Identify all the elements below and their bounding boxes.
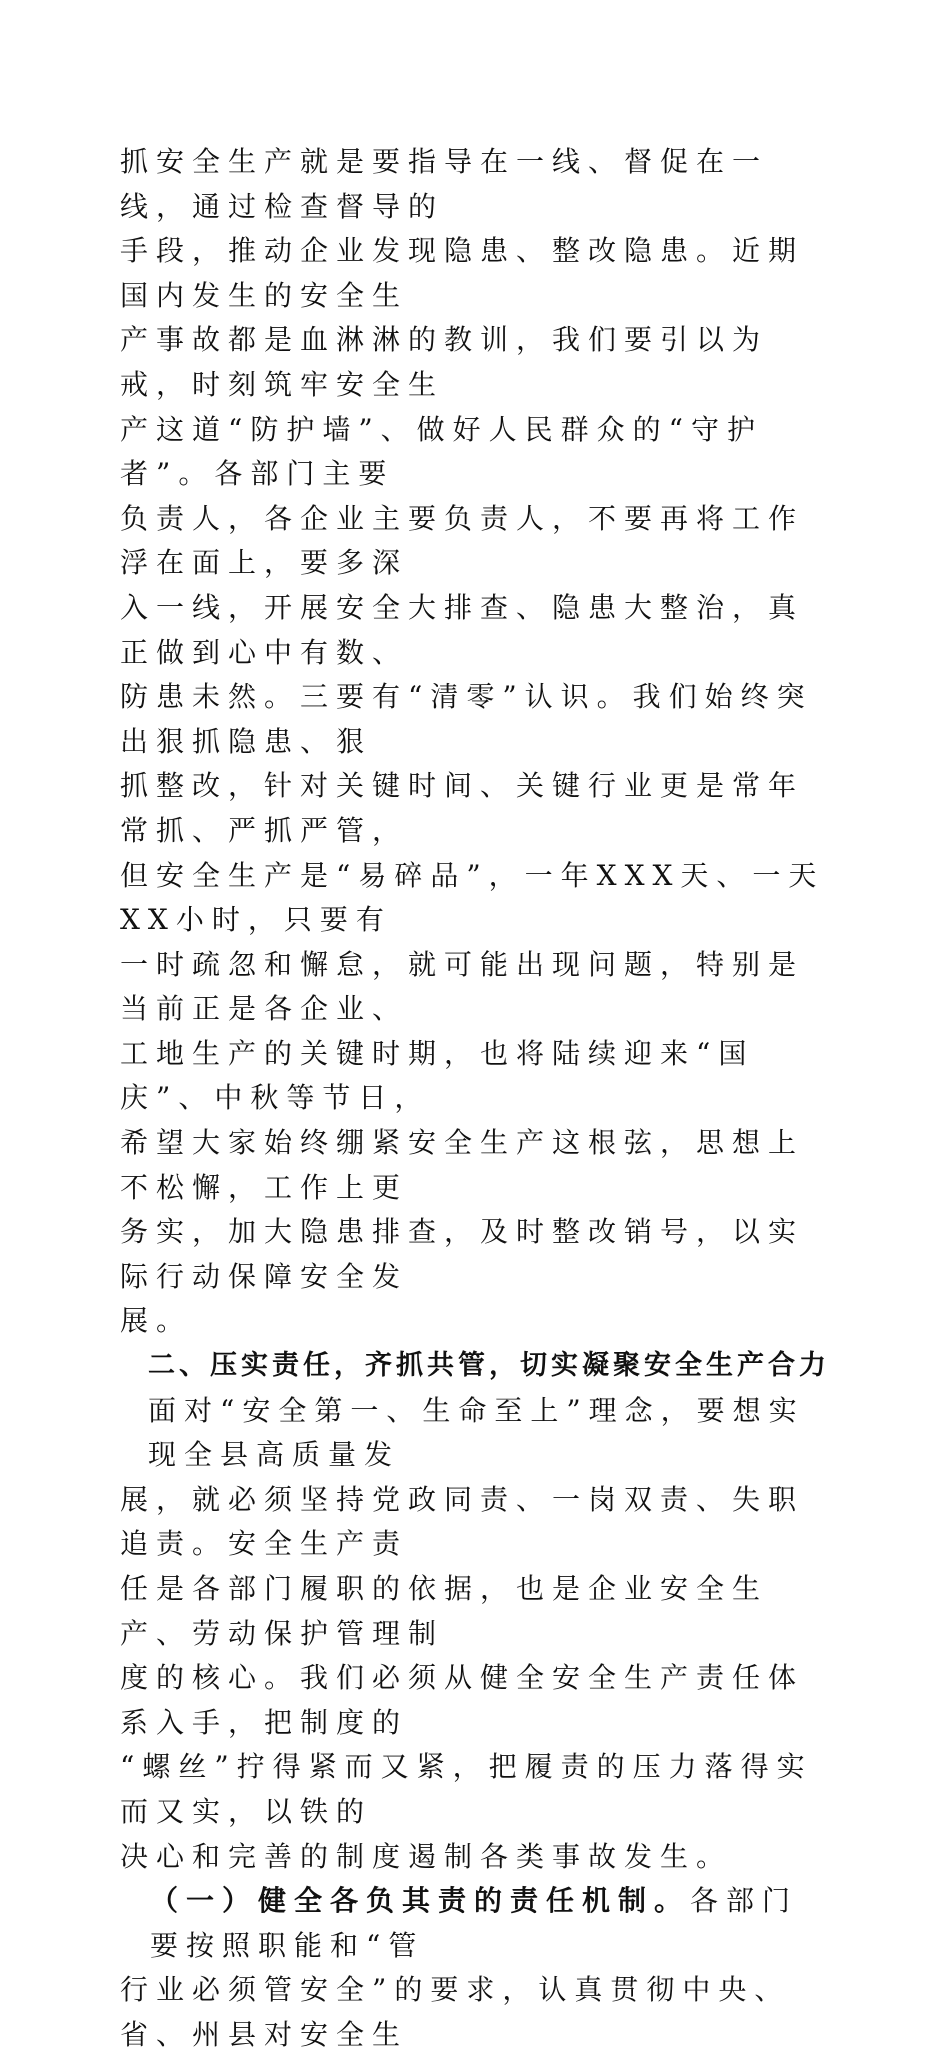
text-line: 抓整改，针对关键时间、关键行业更是常年常抓、严抓严管， [120,769,805,847]
text-line: 产这道“防护墙”、做好人民群众的“守护者”。各部门主要 [120,412,763,491]
text-line [120,1879,832,1968]
text-line: 一时疏忽和懈怠，就可能出现问题，特别是当前正是各企业、 [120,947,805,1026]
text-line: 入一线，开展安全大排查、隐患大整治，真正做到心中有数、 [120,590,805,669]
subsection-text: 各部门要按照职能和“管 [150,1884,799,1962]
subsection-paragraph [120,1879,832,2057]
text-line: 负责人，各企业主要负责人，不要再将工作浮在面上，要多深 [120,501,805,580]
text-line: 决心和完善的制度遏制各类事故发生。 [120,1839,733,1873]
text-line: 行业必须管安全”的要求，认真贯彻中央、省、州县对安全生 [120,1973,791,2051]
text-line: “螺丝”拧得紧而又紧，把履责的压力落得实而又实，以铁的 [120,1750,813,1828]
section-heading: 二、压实责任，齐抓共管，切实凝聚安全生产合力 [148,1350,830,1382]
paragraph-1 [120,140,832,1344]
paragraph-2 [120,1389,832,1880]
subsection-title: （一）健全各负其责的责任机制。 [150,1884,691,1918]
text-line: 手段，推动企业发现隐患、整改隐患。近期国内发生的安全生 [120,234,805,312]
text-line: 工地生产的关键时期，也将陆续迎来“国庆”、中秋等节日， [120,1036,755,1115]
text-line: 展，就必须坚持党政同责、一岗双责、失职追责。安全生产责 [120,1482,805,1561]
text-line: 希望大家始终绷紧安全生产这根弦，思想上不松懈，工作上更 [120,1126,805,1204]
text-line: 面对“安全第一、生命至上”理念，要想实现全县高质量发 [148,1393,805,1472]
text-line: 产事故都是血淋淋的教训，我们要引以为戒，时刻筑牢安全生 [120,323,769,401]
text-line: 但安全生产是“易碎品”，一年XXX天、一天XX小时，只要有 [120,858,825,937]
text-line: 抓安全生产就是要指导在一线、督促在一线，通过检查督导的 [120,145,769,223]
text-line: 展。 [120,1304,193,1338]
text-line: 防患未然。三要有“清零”认识。我们始终突出狠抓隐患、狠 [120,680,813,758]
text-line: 务实，加大隐患排查，及时整改销号，以实际行动保障安全发 [120,1215,805,1293]
document-page [120,140,832,2058]
text-line: 度的核心。我们必须从健全安全生产责任体系入手，把制度的 [120,1661,805,1739]
text-line: 任是各部门履职的依据，也是企业安全生产、劳动保护管理制 [120,1572,769,1650]
